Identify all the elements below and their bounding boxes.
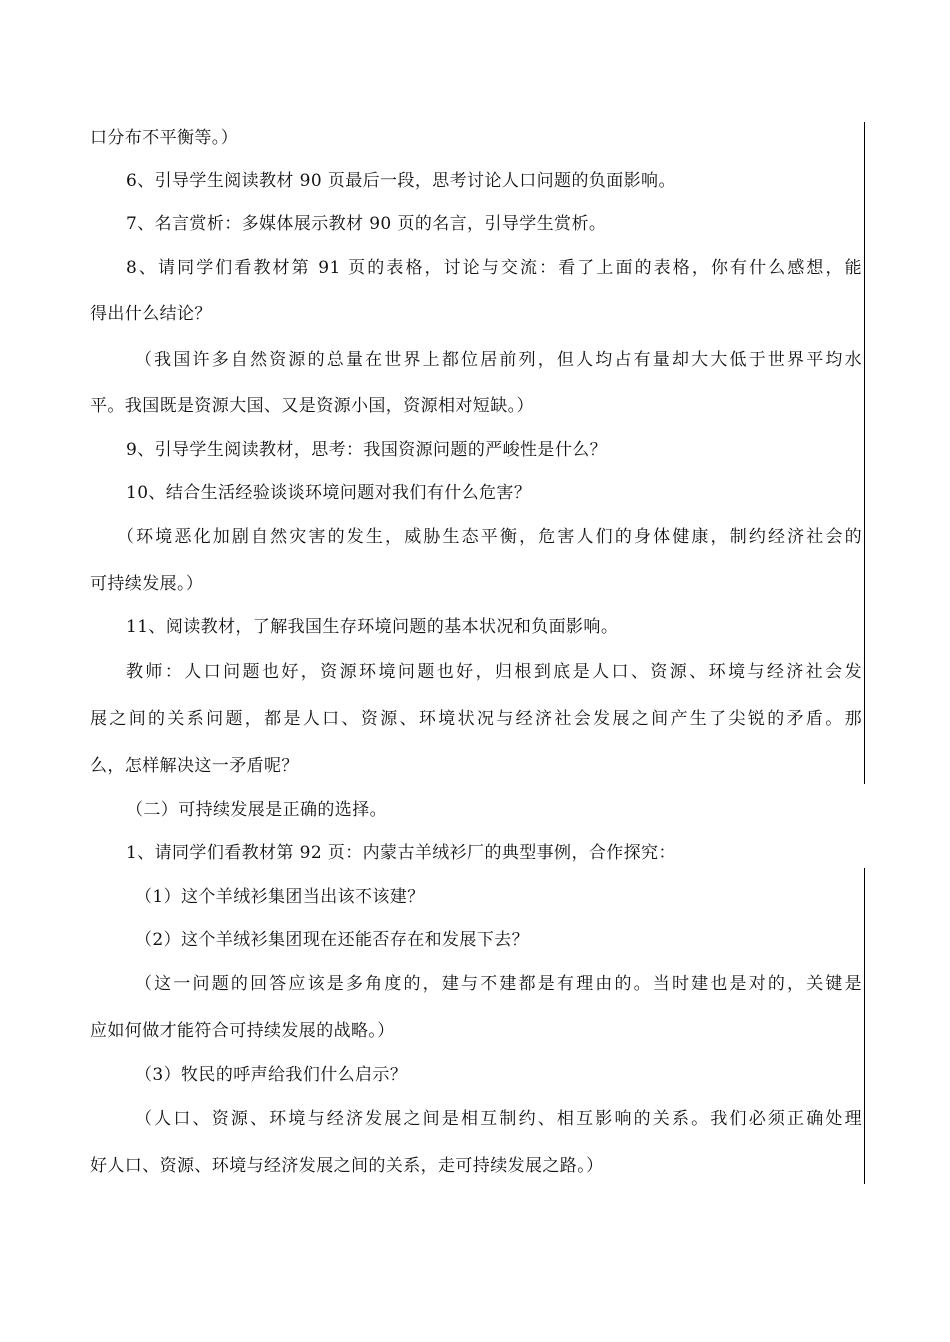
text-line: 展之间的关系问题，都是人口、资源、环境状况与经济社会发展之间产生了尖锐的矛盾。那 (90, 709, 862, 729)
text-line: 可持续发展。） (90, 574, 204, 594)
text-line: （人口、资源、环境与经济发展之间是相互制约、相互影响的关系。我们必须正确处理 (135, 1109, 862, 1129)
text-line: （3）牧民的呼声给我们什么启示？ (135, 1065, 408, 1085)
text-line: 得出什么结论？ (90, 304, 212, 324)
text-line: 应如何做才能符合可持续发展的战略。） (90, 1021, 395, 1041)
text-line: 9、引导学生阅读教材，思考：我国资源问题的严峻性是什么？ (126, 440, 608, 460)
margin-rule-lower (864, 868, 865, 1184)
text-line: （环境恶化加剧自然灾害的发生，威胁生态平衡，危害人们的身体健康，制约经济社会的 (117, 527, 862, 547)
text-line: 7、名言赏析：多媒体展示教材 90 页的名言，引导学生赏析。 (126, 214, 607, 234)
text-line: 1、请同学们看教材第 92 页：内蒙古羊绒衫厂的典型事例，合作探究： (126, 843, 676, 863)
text-line: （2）这个羊绒衫集团现在还能否存在和发展下去？ (135, 930, 530, 950)
text-line: （这一问题的回答应该是多角度的，建与不建都是有理由的。当时建也是对的，关键是 (135, 974, 862, 994)
text-line: 10、结合生活经验谈谈环境问题对我们有什么危害？ (126, 483, 532, 503)
text-line: （1）这个羊绒衫集团当出该不该建？ (135, 887, 425, 907)
text-line: 平。我国既是资源大国、又是资源小国，资源相对短缺。） (90, 396, 534, 416)
text-line: 么，怎样解决这一矛盾呢？ (90, 756, 299, 776)
text-line: 8、请同学们看教材第 91 页的表格，讨论与交流：看了上面的表格，你有什么感想，能 (126, 258, 862, 278)
text-line: 口分布不平衡等。） (90, 128, 239, 148)
margin-rule-upper (864, 122, 865, 784)
text-line: （我国许多自然资源的总量在世界上都位居前列，但人均占有量却大大低于世界平均水 (135, 350, 862, 370)
text-line: 6、引导学生阅读教材 90 页最后一段，思考讨论人口问题的负面影响。 (126, 171, 676, 191)
text-line: 教师：人口问题也好，资源环境问题也好，归根到底是人口、资源、环境与经济社会发 (126, 662, 862, 682)
text-line: 好人口、资源、环境与经济发展之间的关系，走可持续发展之路。） (90, 1156, 604, 1176)
section-heading: （二）可持续发展是正确的选择。 (126, 800, 387, 820)
text-line: 11、阅读教材，了解我国生存环境问题的基本状况和负面影响。 (126, 617, 619, 637)
